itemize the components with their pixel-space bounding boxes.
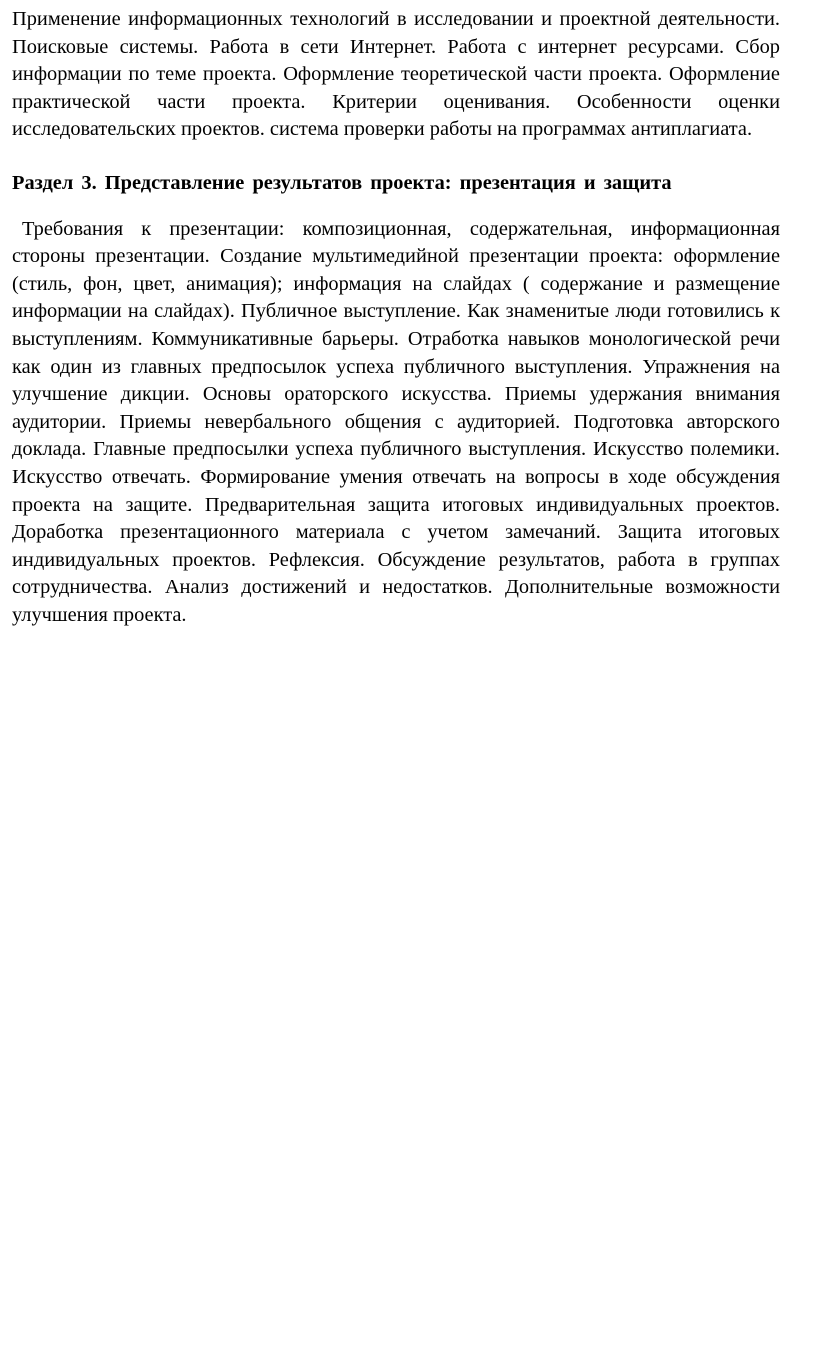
- paragraph-presentation: Требования к презентации: композиционная, содержательная, информационная стороны презентации. Создание мультимедийной презентации проекта: оформление (стиль, фон, цвет, анимация); информация на слайдах ( содержание и размещение информации на слайдах). Публичное выступление. Как знаменитые люди готовились к выступлениям. Коммуникативные барьеры. Отработка навыков монологической речи как один из главных предпосылок успеха публичного выступления. Упражнения на улучшение дикции. Основы ораторского искусства. Приемы удержания внимания аудитории. Приемы невербального общения с аудиторией. Подготовка авторского доклада. Главные предпосылки успеха публичного выступления. Искусство полемики. Искусство отвечать. Формирование умения отвечать на вопросы в ходе обсуждения проекта на защите. Предварительная защита итоговых индивидуальных проектов. Доработка презентационного материала с учетом замечаний. Защита итоговых индивидуальных проектов. Рефлексия. Обсуждение результатов, работа в группах сотрудничества. Анализ достижений и недостатков. Дополнительные возможности улучшения проекта.: [12, 217, 780, 626]
- section-heading: Раздел 3. Представление результатов проекта: презентация и защита: [12, 171, 672, 194]
- paragraph-intro: Применение информационных технологий в исследовании и проектной деятельности. Поисковые системы. Работа в сети Интернет. Работа с интернет ресурсами. Сбор информации по теме проекта. Оформление теоретической части проекта. Оформление практической части проекта. Критерии оценивания. Особенности оценки исследовательских проектов. система проверки работы на программах антиплагиата.: [12, 8, 780, 141]
- document-page: [12, 6, 780, 629]
